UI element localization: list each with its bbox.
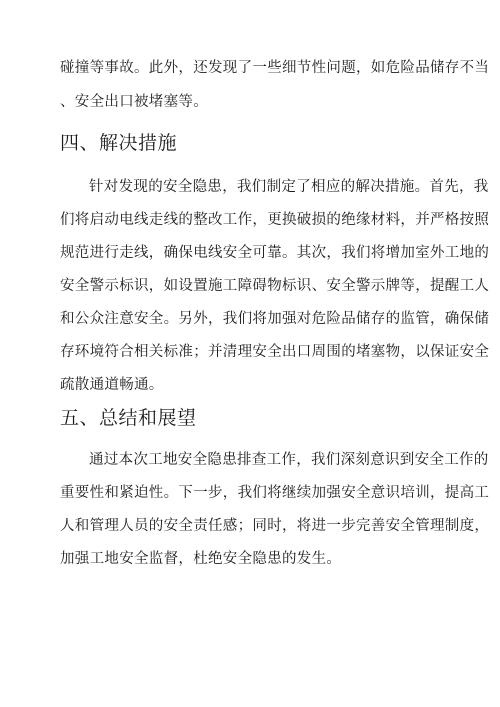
section-4-line-6: 存环境符合相关标准；并清理安全出口周围的堵塞物，以保证安全 [60, 344, 490, 360]
section-4-line-3: 规范进行走线，确保电线安全可靠。其次，我们将增加室外工地的 [60, 245, 490, 261]
section-5-line-1: 通过本次工地安全隐患排查工作，我们深刻意识到安全工作的 [89, 452, 489, 468]
section-4-line-7: 疏散通道畅通。 [60, 377, 164, 393]
section-4-line-5: 和公众注意安全。另外，我们将加强对危险品储存的监管，确保储 [60, 311, 490, 327]
section-5-line-3: 人和管理人员的安全责任感；同时，将进一步完善安全管理制度， [60, 518, 490, 534]
section-4-line-2: 们将启动电线走线的整改工作，更换破损的绝缘材料，并严格按照 [60, 212, 490, 228]
section-5-heading: 五、总结和展望 [60, 407, 197, 429]
section-5-line-2: 重要性和紧迫性。下一步，我们将继续加强安全意识培训，提高工 [60, 485, 490, 501]
section-4-heading: 四、解决措施 [60, 132, 178, 154]
intro-line-2: 、安全出口被堵塞等。 [60, 94, 208, 110]
section-4-line-4: 安全警示标识，如设置施工障碍物标识、安全警示牌等，提醒工人 [60, 278, 490, 294]
section-5-line-4: 加强工地安全监督，杜绝安全隐患的发生。 [60, 551, 342, 567]
section-4-line-1: 针对发现的安全隐患，我们制定了相应的解决措施。首先，我 [89, 179, 489, 195]
intro-line-1: 碰撞等事故。此外，还发现了一些细节性问题，如危险品储存不当 [60, 60, 490, 76]
